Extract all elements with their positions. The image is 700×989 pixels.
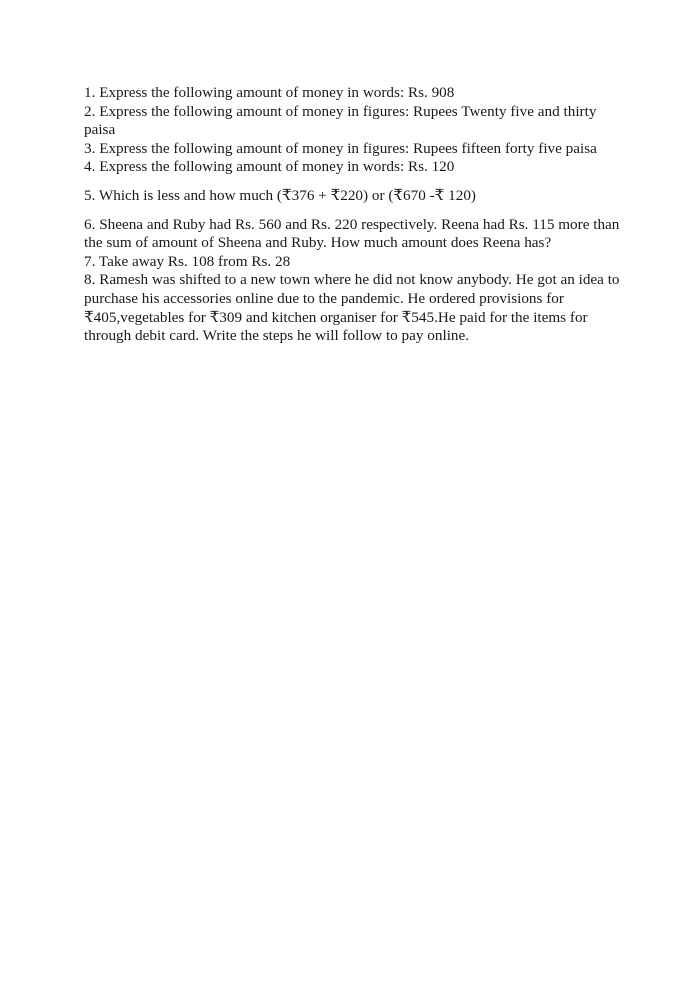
question-3: 3. Express the following amount of money in figures: Rupees fifteen forty five paisa — [84, 139, 597, 157]
question-6: 6. Sheena and Ruby had Rs. 560 and Rs. 220 respectively. Reena had Rs. 115 more than the sum of amount of Sheena and Ruby. How much amount does Reena has? — [84, 215, 620, 252]
question-list — [84, 84, 624, 346]
question-5: 5. Which is less and how much (₹376 + ₹220) or (₹670 -₹ 120) — [84, 186, 476, 204]
question-8: 8. Ramesh was shifted to a new town where he did not know anybody. He got an idea to purchase his accessories online due to the pandemic. He ordered provisions for ₹405,vegetables for ₹309 and kitchen organiser for ₹545.He paid for the items for through debit card. Write the steps he will follow to pay online. — [84, 271, 620, 345]
question-2: 2. Express the following amount of money in figures: Rupees Twenty five and thirty paisa — [84, 102, 597, 139]
question-1: 1. Express the following amount of money in words: Rs. 908 — [84, 84, 455, 101]
question-7: 7. Take away Rs. 108 from Rs. 28 — [84, 252, 291, 270]
question-4: 4. Express the following amount of money in words: Rs. 120 — [84, 158, 455, 176]
